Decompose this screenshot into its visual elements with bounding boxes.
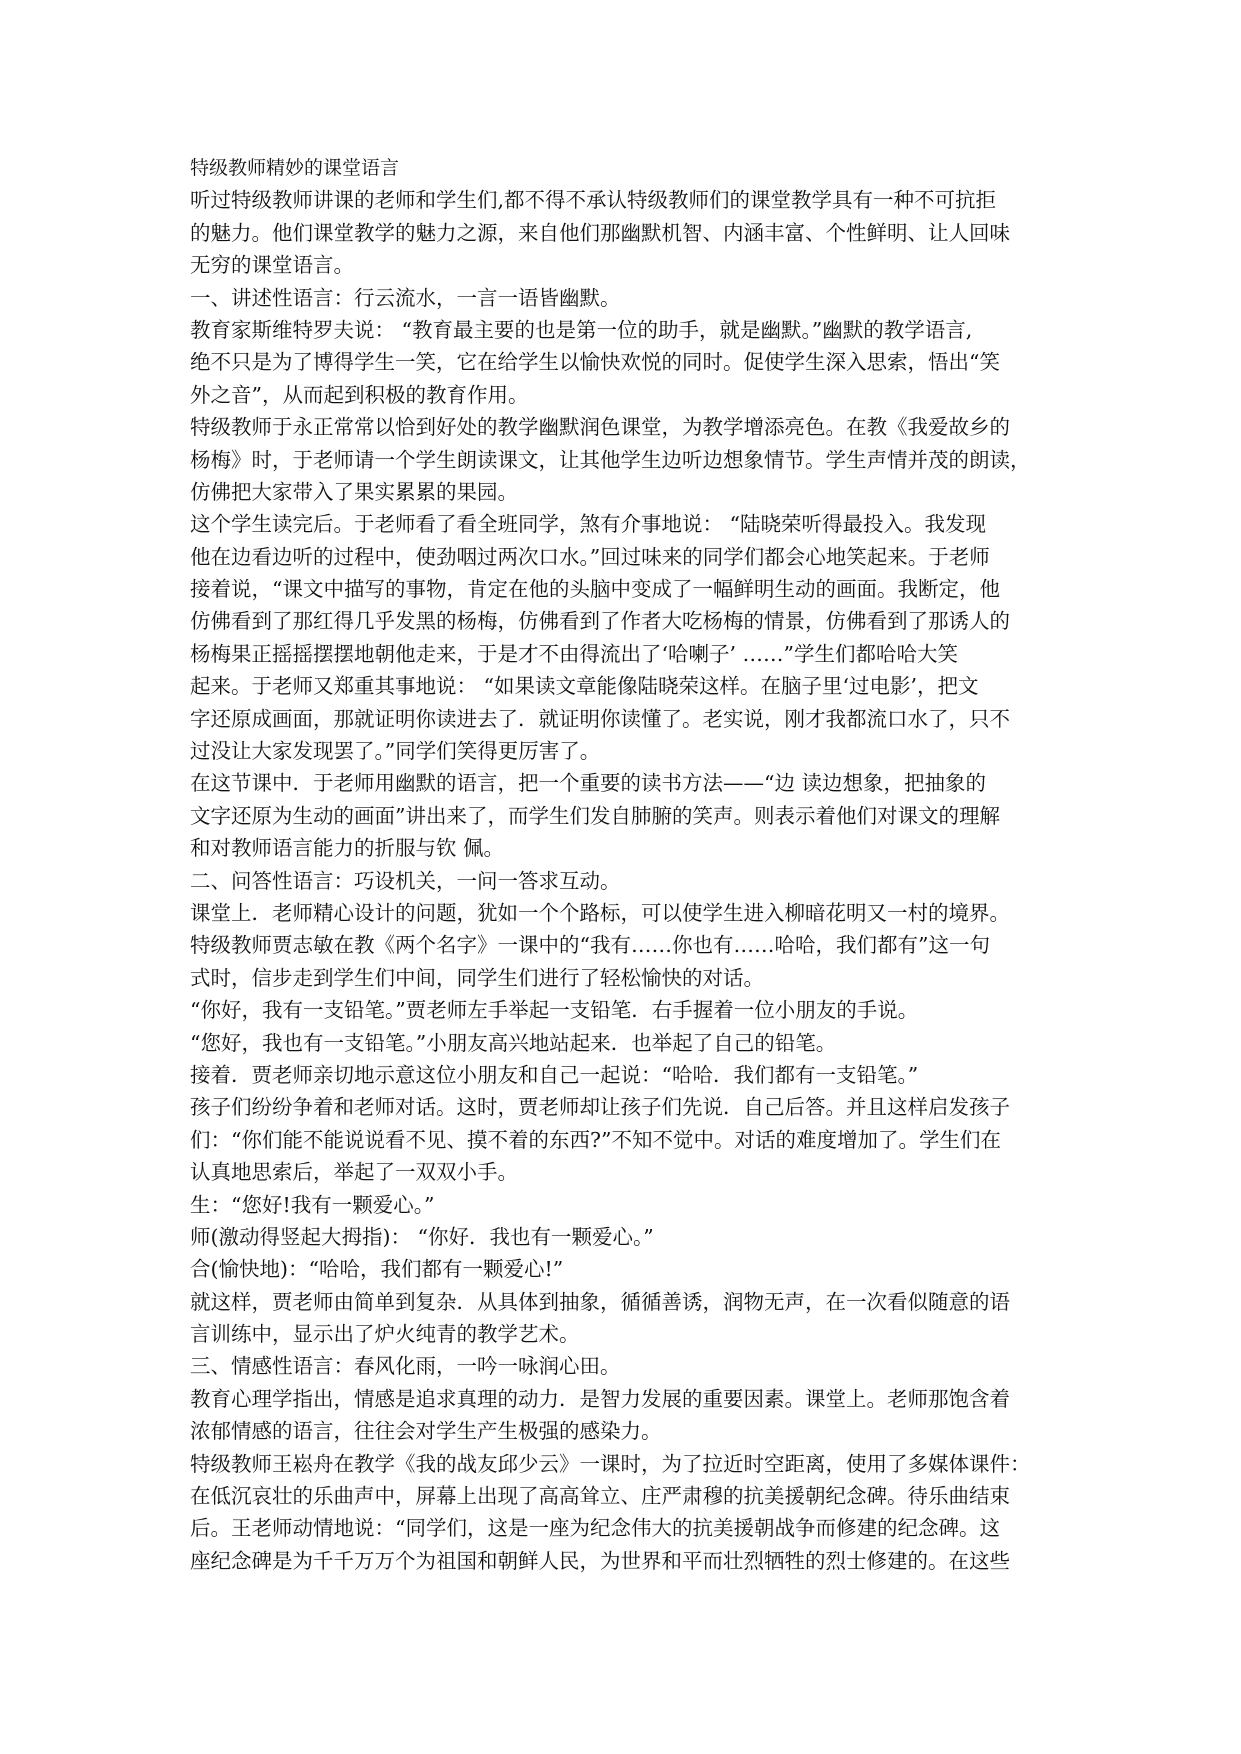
text-line: 仿佛把大家带入了果实累累的果园。 — [190, 479, 518, 504]
text-line: 言训练中，显示出了炉火纯青的教学艺术。 — [190, 1322, 580, 1347]
text-line: 教育家斯维特罗夫说： “教育最主要的也是第一位的助手，就是幽默。”幽默的教学语言, — [190, 317, 973, 342]
text-line: 字还原成画面，那就证明你读进去了．就证明你读懂了。老实说，刚才我都流口水了，只不 — [190, 706, 1010, 731]
section-heading: 三、情感性语言：春风化雨，一吟一咏润心田。 — [190, 1354, 621, 1379]
text-line: 后。王老师动情地说：“同学们，这是一座为纪念伟大的抗美援朝战争而修建的纪念碑。这 — [190, 1516, 1000, 1541]
document-title: 特级教师精妙的课堂语言 — [190, 157, 400, 179]
text-line: 教育心理学指出，情感是追求真理的动力．是智力发展的重要因素。课堂上。老师那饱含着 — [190, 1386, 1010, 1411]
text-line: 课堂上．老师精心设计的问题，犹如一个个路标，可以使学生进入柳暗花明又一村的境界。 — [190, 900, 1010, 925]
text-line: 们：“你们能不能说说看不见、摸不着的东西?”不知不觉中。对话的难度增加了。学生们在 — [190, 1127, 1001, 1152]
text-line: 浓郁情感的语言，往往会对学生产生极强的感染力。 — [190, 1419, 662, 1444]
text-line: 认真地思索后，举起了一双双小手。 — [190, 1160, 518, 1185]
text-line: 文字还原为生动的画面”讲出来了，而学生们发自肺腑的笑声。则表示着他们对课文的理解 — [190, 803, 1000, 828]
text-line: “你好，我有一支铅笔。”贾老师左手举起一支铅笔．右手握着一位小朋友的手说。 — [190, 998, 919, 1023]
text-line: 合(愉快地)：“哈哈，我们都有一颗爱心!” — [190, 1257, 564, 1282]
text-line: 的魅力。他们课堂教学的魅力之源，来自他们那幽默机智、内涵丰富、个性鲜明、让人回味 — [190, 220, 1010, 245]
text-line: 起来。于老师又郑重其事地说： “如果读文章能像陆晓荣这样。在脑子里‘过电影’，把文 — [190, 674, 979, 699]
text-line: 无穷的课堂语言。 — [190, 253, 354, 278]
text-line: 杨梅果正摇摇摆摆地朝他走来，于是才不由得流出了‘哈喇子’ ……”学生们都哈哈大笑 — [190, 641, 959, 666]
text-line: 和对教师语言能力的折服与钦 佩。 — [190, 836, 505, 861]
document-body — [190, 152, 1060, 1577]
text-line: 这个学生读完后。于老师看了看全班同学，煞有介事地说： “陆晓荣听得最投入。我发现 — [190, 512, 986, 537]
section-heading: 二、问答性语言：巧设机关，一问一答求互动。 — [190, 868, 621, 893]
text-line: 特级教师王崧舟在教学《我的战友邱少云》一课时，为了拉近时空距离，使用了多媒体课件： — [190, 1451, 1031, 1476]
section-heading: 一、讲述性语言：行云流水，一言一语皆幽默。 — [190, 285, 621, 310]
text-line: 生：“您好!我有一颗爱心。” — [190, 1192, 435, 1217]
text-line: 接着说，“课文中描写的事物，肯定在他的头脑中变成了一幅鲜明生动的画面。我断定，他 — [190, 577, 1000, 602]
text-line: 特级教师贾志敏在教《两个名字》一课中的“我有……你也有……哈哈，我们都有”这一句 — [190, 933, 990, 958]
text-line: 在这节课中．于老师用幽默的语言，把一个重要的读书方法——“边 读边想象，把抽象的 — [190, 771, 986, 796]
text-line: 听过特级教师讲课的老师和学生们,都不得不承认特级教师们的课堂教学具有一种不可抗拒 — [190, 188, 997, 213]
text-line: 杨梅》时，于老师请一个学生朗读课文，让其他学生边听边想象情节。学生声情并茂的朗读， — [190, 447, 1031, 472]
text-line: 式时，信步走到学生们中间，同学生们进行了轻松愉快的对话。 — [190, 965, 764, 990]
text-line: 师(激动得竖起大拇指)： “你好．我也有一颗爱心。” — [190, 1224, 654, 1249]
text-line: 在低沉哀壮的乐曲声中，屏幕上出现了高高耸立、庄严肃穆的抗美援朝纪念碑。待乐曲结束 — [190, 1484, 1010, 1509]
text-line: 特级教师于永正常常以恰到好处的教学幽默润色课堂，为教学增添亮色。在教《我爱故乡的 — [190, 415, 1010, 440]
text-line: 座纪念碑是为千千万万个为祖国和朝鲜人民，为世界和平而壮烈牺牲的烈士修建的。在这些 — [190, 1548, 1010, 1573]
text-line: 接着．贾老师亲切地示意这位小朋友和自己一起说：“哈哈．我们都有一支铅笔。” — [190, 1062, 919, 1087]
text-line: 就这样，贾老师由简单到复杂．从具体到抽象，循循善诱，润物无声，在一次看似随意的语 — [190, 1289, 1010, 1314]
text-line: 外之音”，从而起到积极的教育作用。 — [190, 382, 529, 407]
text-line: “您好，我也有一支铅笔。”小朋友高兴地站起来．也举起了自己的铅笔。 — [190, 1030, 837, 1055]
text-line: 仿佛看到了那红得几乎发黑的杨梅，仿佛看到了作者大吃杨梅的情景，仿佛看到了那诱人的 — [190, 609, 1010, 634]
text-line: 绝不只是为了博得学生一笑，它在给学生以愉快欢悦的同时。促使学生深入思索，悟出“笑 — [190, 350, 1000, 375]
text-line: 他在边看边听的过程中，使劲咽过两次口水。”回过味来的同学们都会心地笑起来。于老师 — [190, 544, 990, 569]
text-line: 过没让大家发现罢了。”同学们笑得更厉害了。 — [190, 739, 601, 764]
text-line: 孩子们纷纷争着和老师对话。这时，贾老师却让孩子们先说．自己后答。并且这样启发孩子 — [190, 1095, 1010, 1120]
